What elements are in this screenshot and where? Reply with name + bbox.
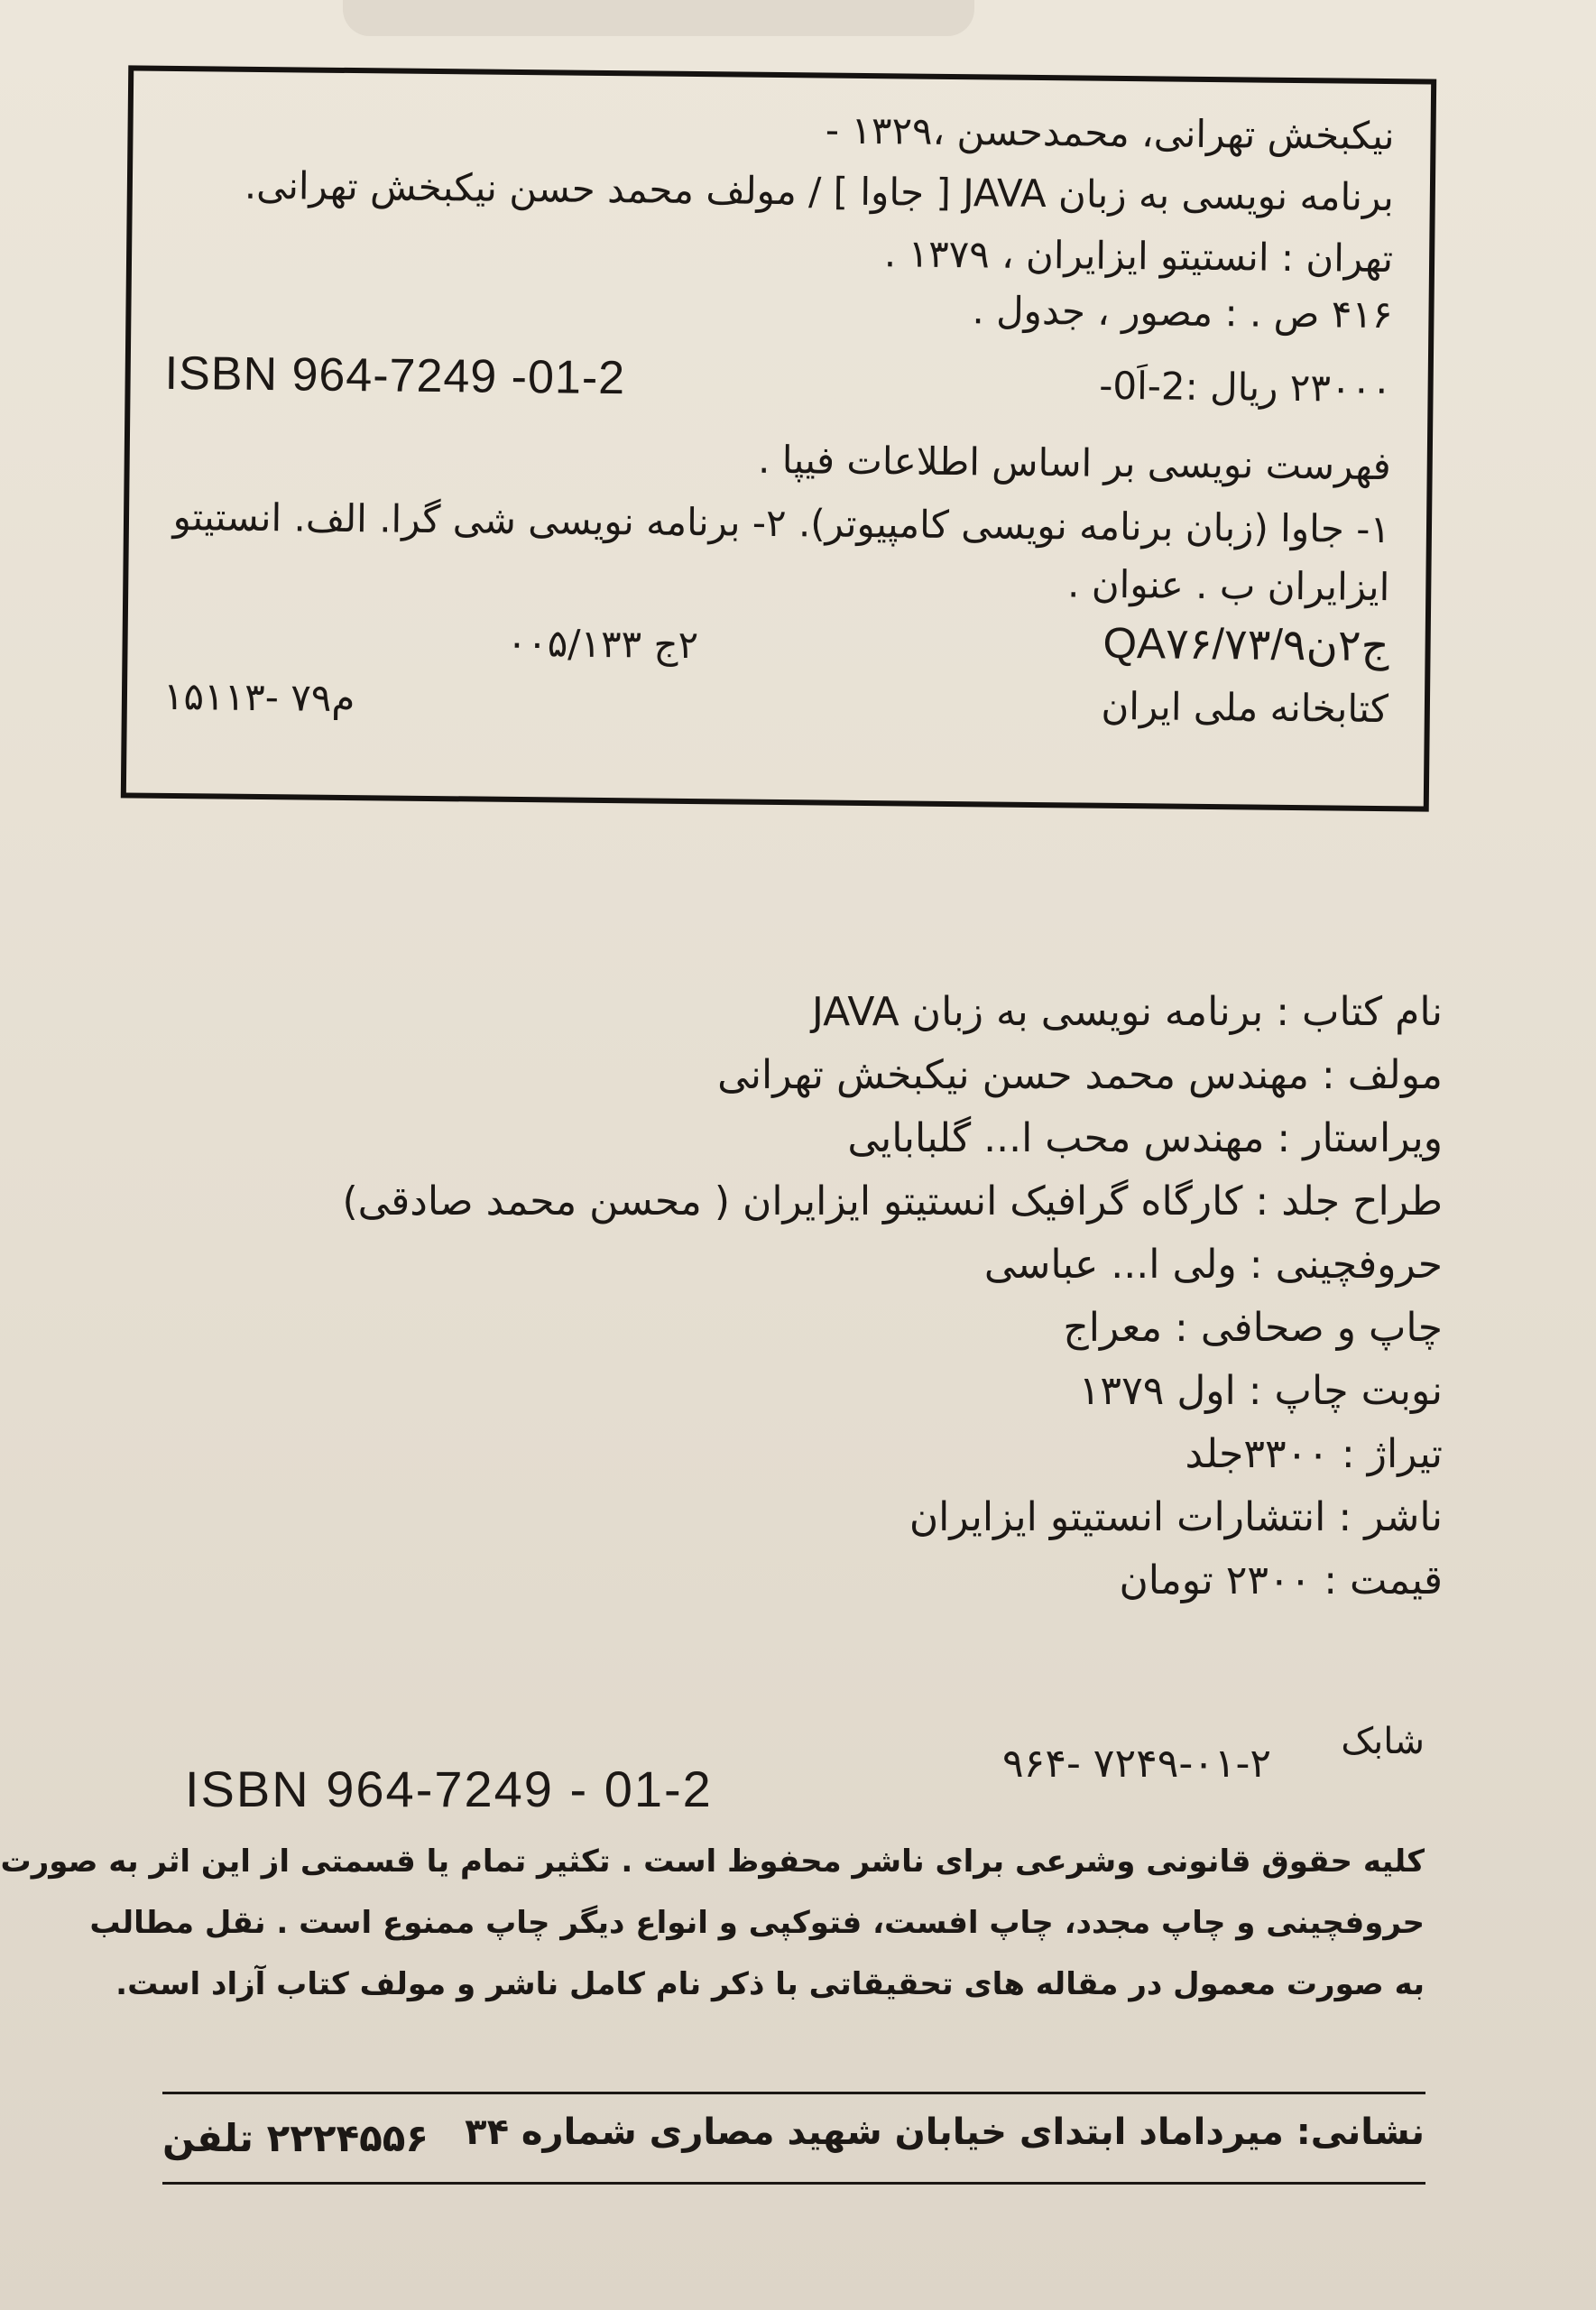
- cip-record-number: م۷۹ -۱۵۱۱۳: [162, 673, 355, 721]
- colophon-typesetting: حروفچینی : ولی ا... عباسی: [983, 1242, 1443, 1288]
- cip-imprint-line: تهران : انستیتو ایزایران ، ۱۳۷۹ .: [883, 231, 1394, 282]
- shabak-number: ۹۶۴- ۷۲۴۹-۰۱-۲: [1002, 1741, 1271, 1787]
- colophon-edition: نوبت چاپ : اول ۱۳۷۹: [1078, 1368, 1443, 1414]
- cip-pages-line: ۴۱۶ ص . : مصور ، جدول .: [972, 288, 1393, 337]
- colophon-publisher: ناشر : انتشارات انستیتو ایزایران: [909, 1494, 1443, 1540]
- publisher-phone: ۲۲۲۴۵۵۶ تلفن: [162, 2116, 429, 2160]
- colophon-editor: ویراستار : مهندس محب ا... گلبابایی: [847, 1115, 1443, 1161]
- cip-note-line: فهرست نویسی بر اساس اطلاعات فیپا .: [757, 437, 1391, 489]
- shabak-label: شابک: [1341, 1721, 1425, 1762]
- cip-author-line: نیکبخش تهرانی، محمدحسن ،۱۳۲۹ -: [825, 107, 1395, 159]
- cip-dewey: ۲ج ۰۰۵/۱۳۳: [506, 620, 699, 668]
- cip-subjects-line: ۱- جاوا (زبان برنامه نویسی کامپیوتر). ۲- برنامه نویسی شی گرا. الف. انستیتو: [172, 494, 1391, 552]
- rights-line-2: حروفچینی و چاپ مجدد، چاپ افست، فتوکپی و انواع دیگر چاپ ممنوع است . نقل مطالب: [89, 1905, 1425, 1941]
- cataloging-in-publication-box: [121, 65, 1436, 811]
- cip-isbn: ISBN 964-7249 -01-2: [164, 346, 626, 405]
- cip-title-line: برنامه نویسی به زبان JAVA [ جاوا ] / مولف محمد حسن نیکبخش تهرانی.: [244, 162, 1395, 220]
- colophon-author: مولف : مهندس محمد حسن نیکبخش تهرانی: [717, 1052, 1443, 1098]
- cip-subjects-line-2: ایزایران ب . عنوان .: [1066, 561, 1390, 610]
- rights-line-3: به صورت معمول در مقاله های تحقیقاتی با ذکر نام کامل ناشر و مولف کتاب آزاد است.: [115, 1966, 1425, 2002]
- colophon-price: قیمت : ۲۳۰۰ تومان: [1119, 1557, 1443, 1603]
- colophon-book-name: نام کتاب : برنامه نویسی به زبان JAVA: [811, 989, 1443, 1035]
- cip-call-number: QA۷۶/۷۳/ج۲ن۹: [1102, 619, 1389, 671]
- rights-line-1: کلیه حقوق قانونی وشرعی برای ناشر محفوظ است . تکثیر تمام یا قسمتی از این اثر به صورت: [0, 1843, 1425, 1880]
- colophon-cover-designer: طراح جلد : کارگاه گرافیک انستیتو ایزایران ( محسن محمد صادقی): [342, 1178, 1443, 1224]
- address-top-rule: [162, 2092, 1425, 2094]
- isbn-barcode-text: ISBN 964-7249 - 01-2: [185, 1760, 713, 1817]
- cip-library: کتابخانه ملی ایران: [1101, 683, 1389, 732]
- colophon-print-run: تیراژ : ۳۳۰۰جلد: [1185, 1431, 1443, 1477]
- publisher-address: نشانی: میرداماد ابتدای خیابان شهید مصاری شماره ۳۴: [465, 2111, 1425, 2153]
- address-bottom-rule: [162, 2182, 1425, 2185]
- cip-price: ۲۳۰۰۰ ریال :2-اَ0-: [1098, 363, 1392, 411]
- bleed-through-shadow: [343, 0, 974, 36]
- colophon-printing: چاپ و صحافی : معراج: [1063, 1305, 1443, 1351]
